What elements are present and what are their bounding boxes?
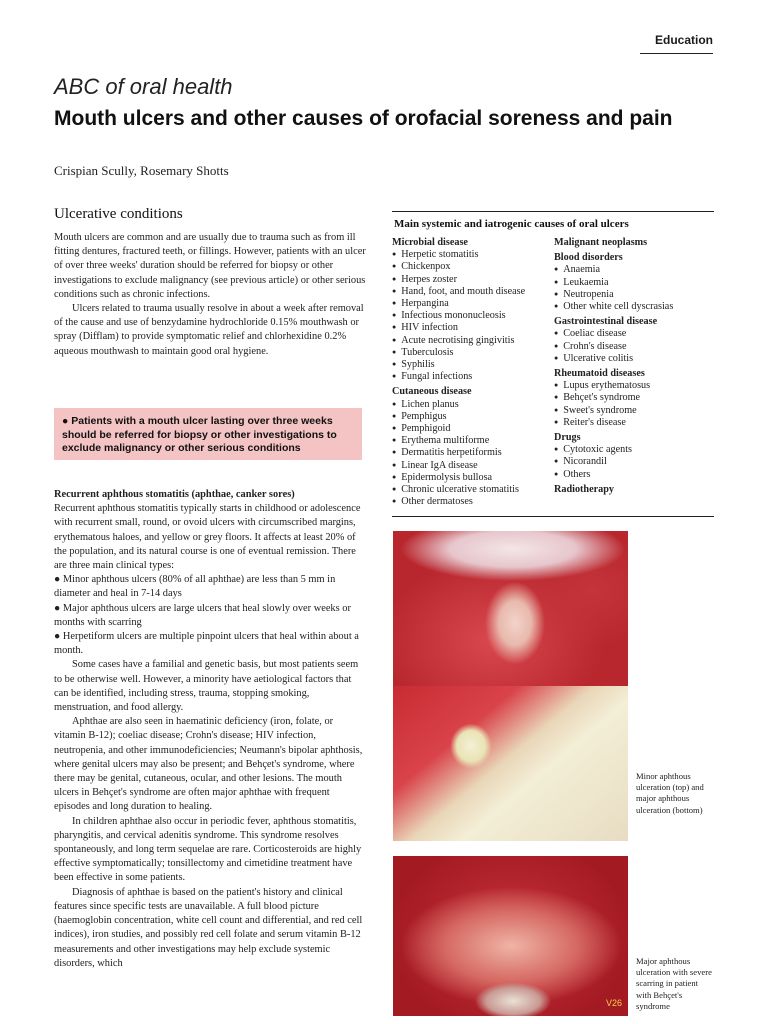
causes-item: ● Behçet's syndrome [554,392,714,404]
causes-item: ● Syphilis [392,359,552,371]
article-title: Mouth ulcers and other causes of orofacial soreness and pain [54,107,673,130]
causes-item: ● Ulcerative colitis [554,353,714,365]
causes-item: ● Herpetic stomatitis [392,249,552,261]
causes-item: ● Reiter's disease [554,417,714,429]
causes-item: ● Infectious mononucleosis [392,310,552,322]
causes-item: ● Nicorandil [554,456,714,468]
causes-box [392,211,714,517]
series-title: ABC of oral health [54,74,233,99]
causes-item: ● Erythema multiforme [392,435,552,447]
causes-item: ● Cytotoxic agents [554,444,714,456]
ras-text [54,488,367,971]
causes-item: ● Herpangina [392,298,552,310]
causes-item: ● Anaemia [554,264,714,276]
causes-item: ● Fungal infections [392,371,552,383]
ras-bullet-herpetiform: ● Herpetiform ulcers are multiple pinpoint ulcers that heal within about a month. [54,631,359,657]
causes-box-title: Main systemic and iatrogenic causes of oral ulcers [394,218,629,230]
causes-left-column [392,236,552,508]
ras-paragraph-5: Diagnosis of aphthae is based on the patient's history and clinical features since specific tests are unavailable. A full blood picture (haemoglobin concentration, white cell count and differential, and red cell indices), iron studies, and possibly red cell folate and serum vitamin B-12 measurements and other investigations may help exclude systemic disorders, which [54,886,363,969]
causes-item: ● Tuberculosis [392,347,552,359]
causes-item: ● Lupus erythematosus [554,380,714,392]
causes-category: Malignant neoplasms [554,237,648,248]
causes-item: ● Leukaemia [554,277,714,289]
causes-item: ● Dermatitis herpetiformis [392,447,552,459]
key-point-callout: ● Patients with a mouth ulcer lasting over three weeks should be referred for biopsy or other investigations to exclude malignancy or other serious conditions [54,408,362,460]
ras-paragraph-3: Aphthae are also seen in haematinic deficiency (iron, folate, or vitamin B-12); coeliac disease; Crohn's disease; HIV infection, neutropenia, and other immunodeficiencies; Neumann's bipolar aphthosis, where genital ulcers may also be present; and Behçet's syndrome, where there may be genital, cutaneous, ocular, and other lesions. The mouth ulcers in Behçet's syndrome are often major aphthae with frequent episodes and long duration to healing. [54,716,363,813]
causes-item: ● HIV infection [392,322,552,334]
causes-category: Gastrointestinal disease [554,316,658,328]
causes-item: ● Chronic ulcerative stomatitis [392,484,552,496]
photo-minor-aphthous-ulceration [393,531,628,686]
intro-text [54,231,367,359]
authors: Crispian Scully, Rosemary Shotts [54,163,229,178]
causes-item: ● Other white cell dyscrasias [554,301,714,313]
causes-item: ● Linear IgA disease [392,460,552,472]
causes-right-column [554,236,714,496]
causes-category: Rheumatoid diseases [554,368,645,380]
intro-paragraph-1: Mouth ulcers are common and are usually due to trauma such as from ill fitting dentures, fractured teeth, or fillings. However, patients with an ulcer of over three weeks' duration should be referred for biopsy or other investigations to exclude malignancy (see previous article) or other serious conditions such as chronic infections. [54,232,366,300]
causes-item: ● Sweet's syndrome [554,405,714,417]
causes-category: Cutaneous disease [392,386,472,398]
causes-item: ● Other dermatoses [392,496,552,508]
causes-item: ● Epidermolysis bullosa [392,472,552,484]
ras-bullet-minor: ● Minor aphthous ulcers (80% of all aphthae) are less than 5 mm in diameter and heal in 7-14 days [54,574,336,600]
causes-category: Microbial disease [392,237,468,248]
causes-item: ● Neutropenia [554,289,714,301]
causes-category: Drugs [554,432,581,444]
caption-aphthous: Minor aphthous ulceration (top) and major aphthous ulceration (bottom) [636,771,704,815]
caption-behcet: Major aphthous ulceration with severe scarring in patient with Behçet's syndrome [636,956,712,1011]
photo-major-aphthous-ulceration [393,686,628,841]
ras-paragraph-2: Some cases have a familial and genetic basis, but most patients seem to be otherwise well. However, a minority have aetiological factors that can be identified, including stress, trauma, stopping smoking, menstruation, and food allergy. [54,659,359,714]
causes-category: Blood disorders [554,252,623,264]
causes-category: Radiotherapy [554,483,614,495]
causes-item: ● Pemphigoid [392,423,552,435]
intro-paragraph-2: Ulcers related to trauma usually resolve in about a week after removal of the cause and use of benzydamine hydrochloride 0.15% mouthwash or spray (Difflam) to provide symptomatic relief and chlorhexidine 0.2% aqueous mouthwash to maintain good oral hygiene. [54,303,364,357]
causes-item: ● Coeliac disease [554,328,714,340]
causes-item: ● Chickenpox [392,261,552,273]
causes-item: ● Crohn's disease [554,341,714,353]
causes-item: ● Lichen planus [392,399,552,411]
photo-behcet-scarring [393,856,628,1016]
section-heading: Ulcerative conditions [54,206,183,222]
ras-bullet-major: ● Major aphthous ulcers are large ulcers that heal slowly over weeks or months with scarring [54,602,351,628]
causes-item: ● Hand, foot, and mouth disease [392,286,552,298]
ras-paragraph-1: Recurrent aphthous stomatitis typically starts in childhood or adolescence with recurrent small, round, or ovoid ulcers with circumscribed margins, erythematous haloes, and yellow or grey floors. It affects at least 20% of the population, and its natural course is one of eventual remission. There are three main clinical types: [54,503,361,572]
section-label: Education [640,33,713,54]
causes-item: ● Pemphigus [392,411,552,423]
causes-item: ● Acute necrotising gingivitis [392,335,552,347]
photo-mark: V26 [605,998,622,1008]
ras-heading: Recurrent aphthous stomatitis (aphthae, canker sores) [54,489,295,500]
causes-item: ● Herpes zoster [392,274,552,286]
causes-item: ● Others [554,469,714,481]
ras-paragraph-4: In children aphthae also occur in periodic fever, aphthous stomatitis, pharyngitis, and cervical adenitis syndrome. This syndrome resolves spontaneously, and long term sequelae are rare. Corticosteroids are highly effective symptomatically; tonsillectomy and cimetidine treatment have been effective in some patients. [54,815,362,884]
